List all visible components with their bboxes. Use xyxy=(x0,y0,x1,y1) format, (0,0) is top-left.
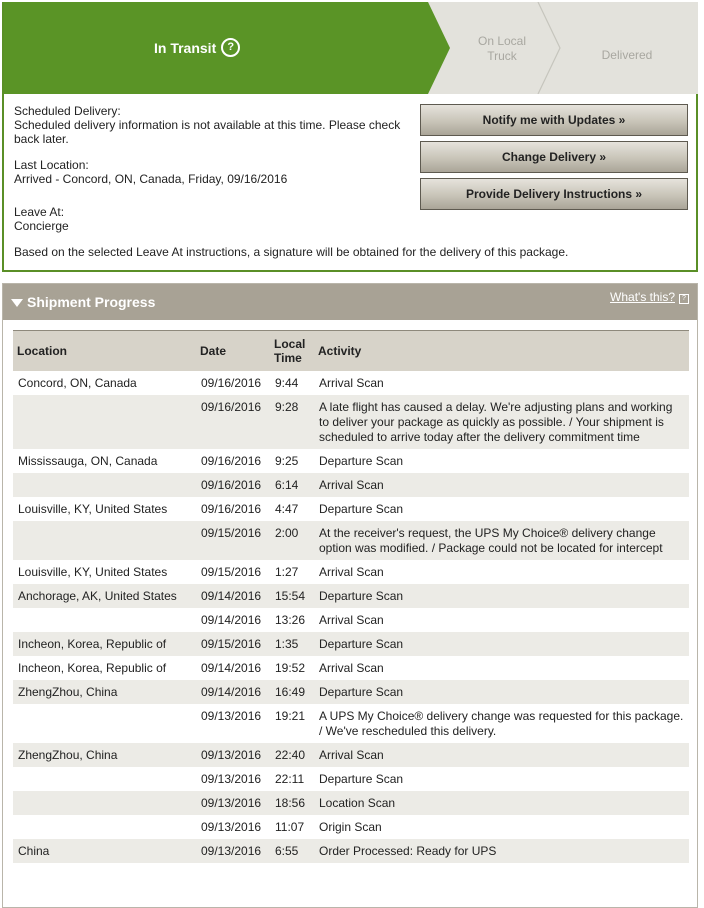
activity-cell: Departure Scan xyxy=(314,632,689,656)
date-cell: 09/14/2016 xyxy=(196,608,270,632)
activity-cell: Arrival Scan xyxy=(314,743,689,767)
activity-cell: Departure Scan xyxy=(314,680,689,704)
activity-cell: Arrival Scan xyxy=(314,608,689,632)
activity-cell: Arrival Scan xyxy=(314,371,689,395)
progress-steps xyxy=(4,2,698,94)
date-cell: 09/13/2016 xyxy=(196,767,270,791)
leave-at xyxy=(14,205,409,233)
table-row xyxy=(13,743,689,767)
date-cell: 09/15/2016 xyxy=(196,560,270,584)
shipment-progress-header[interactable] xyxy=(3,284,697,320)
table-row xyxy=(13,449,689,473)
local-time-cell: 6:14 xyxy=(270,473,314,497)
local-time-cell: 13:26 xyxy=(270,608,314,632)
column-header-activity: Activity xyxy=(314,331,689,372)
signature-note: Based on the selected Leave At instructions, a signature will be obtained for the delivery of this package. xyxy=(14,245,569,259)
table-row xyxy=(13,497,689,521)
table-row xyxy=(13,395,689,449)
date-cell: 09/15/2016 xyxy=(196,632,270,656)
table-row xyxy=(13,371,689,395)
location-cell: ZhengZhou, China xyxy=(13,743,196,767)
location-cell xyxy=(13,791,196,815)
location-cell: Anchorage, AK, United States xyxy=(13,584,196,608)
location-cell xyxy=(13,608,196,632)
activity-cell: Departure Scan xyxy=(314,767,689,791)
shipment-progress-panel xyxy=(2,283,698,908)
location-cell: Louisville, KY, United States xyxy=(13,560,196,584)
local-time-cell: 11:07 xyxy=(270,815,314,839)
activity-cell: At the receiver's request, the UPS My Choice® delivery change option was modified. / Package could not be located for intercept xyxy=(314,521,689,560)
leave-at-label: Leave At: xyxy=(14,205,65,219)
date-cell: 09/14/2016 xyxy=(196,680,270,704)
scheduled-delivery-label: Scheduled Delivery: xyxy=(14,104,121,118)
collapse-triangle-icon[interactable] xyxy=(11,299,23,307)
shipment-progress-title: Shipment Progress xyxy=(27,294,156,310)
date-cell: 09/13/2016 xyxy=(196,704,270,743)
step-in-transit-label: In Transit xyxy=(154,39,217,56)
local-time-cell: 22:40 xyxy=(270,743,314,767)
table-row xyxy=(13,473,689,497)
table-row xyxy=(13,767,689,791)
column-header-local-time: Local Time xyxy=(270,331,314,372)
table-row xyxy=(13,632,689,656)
date-cell: 09/15/2016 xyxy=(196,521,270,560)
date-cell: 09/16/2016 xyxy=(196,371,270,395)
local-time-cell: 2:00 xyxy=(270,521,314,560)
table-row xyxy=(13,839,689,863)
activity-cell: A late flight has caused a delay. We're adjusting plans and working to deliver your package as quickly as possible. / Your shipment is scheduled to arrive today after the delivery commitment time xyxy=(314,395,689,449)
scheduled-delivery xyxy=(14,104,409,146)
local-time-cell: 4:47 xyxy=(270,497,314,521)
help-icon[interactable]: ? xyxy=(221,38,240,57)
table-row xyxy=(13,815,689,839)
date-cell: 09/13/2016 xyxy=(196,839,270,863)
local-time-cell: 16:49 xyxy=(270,680,314,704)
table-row xyxy=(13,704,689,743)
question-icon[interactable]: ? xyxy=(679,294,689,304)
activity-cell: Arrival Scan xyxy=(314,560,689,584)
column-header-date: Date xyxy=(196,331,270,372)
activity-cell: Departure Scan xyxy=(314,584,689,608)
date-cell: 09/13/2016 xyxy=(196,791,270,815)
step-in-transit xyxy=(154,38,240,57)
local-time-cell: 9:25 xyxy=(270,449,314,473)
location-cell: ZhengZhou, China xyxy=(13,680,196,704)
date-cell: 09/16/2016 xyxy=(196,449,270,473)
date-cell: 09/14/2016 xyxy=(196,656,270,680)
date-cell: 09/16/2016 xyxy=(196,395,270,449)
column-header-location: Location xyxy=(13,331,196,372)
location-cell: Mississauga, ON, Canada xyxy=(13,449,196,473)
activity-cell: Departure Scan xyxy=(314,497,689,521)
location-cell xyxy=(13,473,196,497)
whats-this-link[interactable]: What's this? xyxy=(610,290,675,304)
last-location-label: Last Location: xyxy=(14,158,89,172)
scheduled-delivery-value: Scheduled delivery information is not available at this time. Please check back later. xyxy=(14,118,401,146)
leave-at-value: Concierge xyxy=(14,219,69,233)
table-row xyxy=(13,521,689,560)
activity-cell: Arrival Scan xyxy=(314,473,689,497)
table-header-row xyxy=(13,331,689,372)
date-cell: 09/13/2016 xyxy=(196,743,270,767)
location-cell xyxy=(13,704,196,743)
date-cell: 09/14/2016 xyxy=(196,584,270,608)
delivery-instructions-button[interactable]: Provide Delivery Instructions » xyxy=(420,178,688,210)
local-time-cell: 9:44 xyxy=(270,371,314,395)
table-row xyxy=(13,791,689,815)
local-time-cell: 19:21 xyxy=(270,704,314,743)
local-time-cell: 1:35 xyxy=(270,632,314,656)
local-time-cell: 18:56 xyxy=(270,791,314,815)
table-row xyxy=(13,584,689,608)
date-cell: 09/13/2016 xyxy=(196,815,270,839)
location-cell: Louisville, KY, United States xyxy=(13,497,196,521)
status-panel xyxy=(2,2,698,272)
activity-cell: Arrival Scan xyxy=(314,656,689,680)
change-delivery-button[interactable]: Change Delivery » xyxy=(420,141,688,173)
table-row xyxy=(13,560,689,584)
last-location xyxy=(14,158,409,186)
location-cell: Incheon, Korea, Republic of xyxy=(13,656,196,680)
local-time-cell: 15:54 xyxy=(270,584,314,608)
step-on-local-truck: On Local Truck xyxy=(477,34,527,63)
local-time-cell: 9:28 xyxy=(270,395,314,449)
local-time-cell: 19:52 xyxy=(270,656,314,680)
location-cell xyxy=(13,815,196,839)
shipment-progress-table xyxy=(13,330,689,863)
activity-cell: A UPS My Choice® delivery change was requested for this package. / We've rescheduled this delivery. xyxy=(314,704,689,743)
location-cell xyxy=(13,521,196,560)
local-time-cell: 6:55 xyxy=(270,839,314,863)
date-cell: 09/16/2016 xyxy=(196,497,270,521)
activity-cell: Order Processed: Ready for UPS xyxy=(314,839,689,863)
activity-cell: Location Scan xyxy=(314,791,689,815)
table-body xyxy=(13,371,689,863)
local-time-cell: 1:27 xyxy=(270,560,314,584)
last-location-value: Arrived - Concord, ON, Canada, Friday, 09/16/2016 xyxy=(14,172,288,186)
location-cell: Incheon, Korea, Republic of xyxy=(13,632,196,656)
location-cell xyxy=(13,395,196,449)
table-row xyxy=(13,680,689,704)
notify-updates-button[interactable]: Notify me with Updates » xyxy=(420,104,688,136)
step-divider xyxy=(538,2,560,94)
table-row xyxy=(13,608,689,632)
date-cell: 09/16/2016 xyxy=(196,473,270,497)
location-cell xyxy=(13,767,196,791)
location-cell: Concord, ON, Canada xyxy=(13,371,196,395)
activity-cell: Origin Scan xyxy=(314,815,689,839)
location-cell: China xyxy=(13,839,196,863)
local-time-cell: 22:11 xyxy=(270,767,314,791)
activity-cell: Departure Scan xyxy=(314,449,689,473)
table-row xyxy=(13,656,689,680)
step-delivered: Delivered xyxy=(601,48,653,62)
